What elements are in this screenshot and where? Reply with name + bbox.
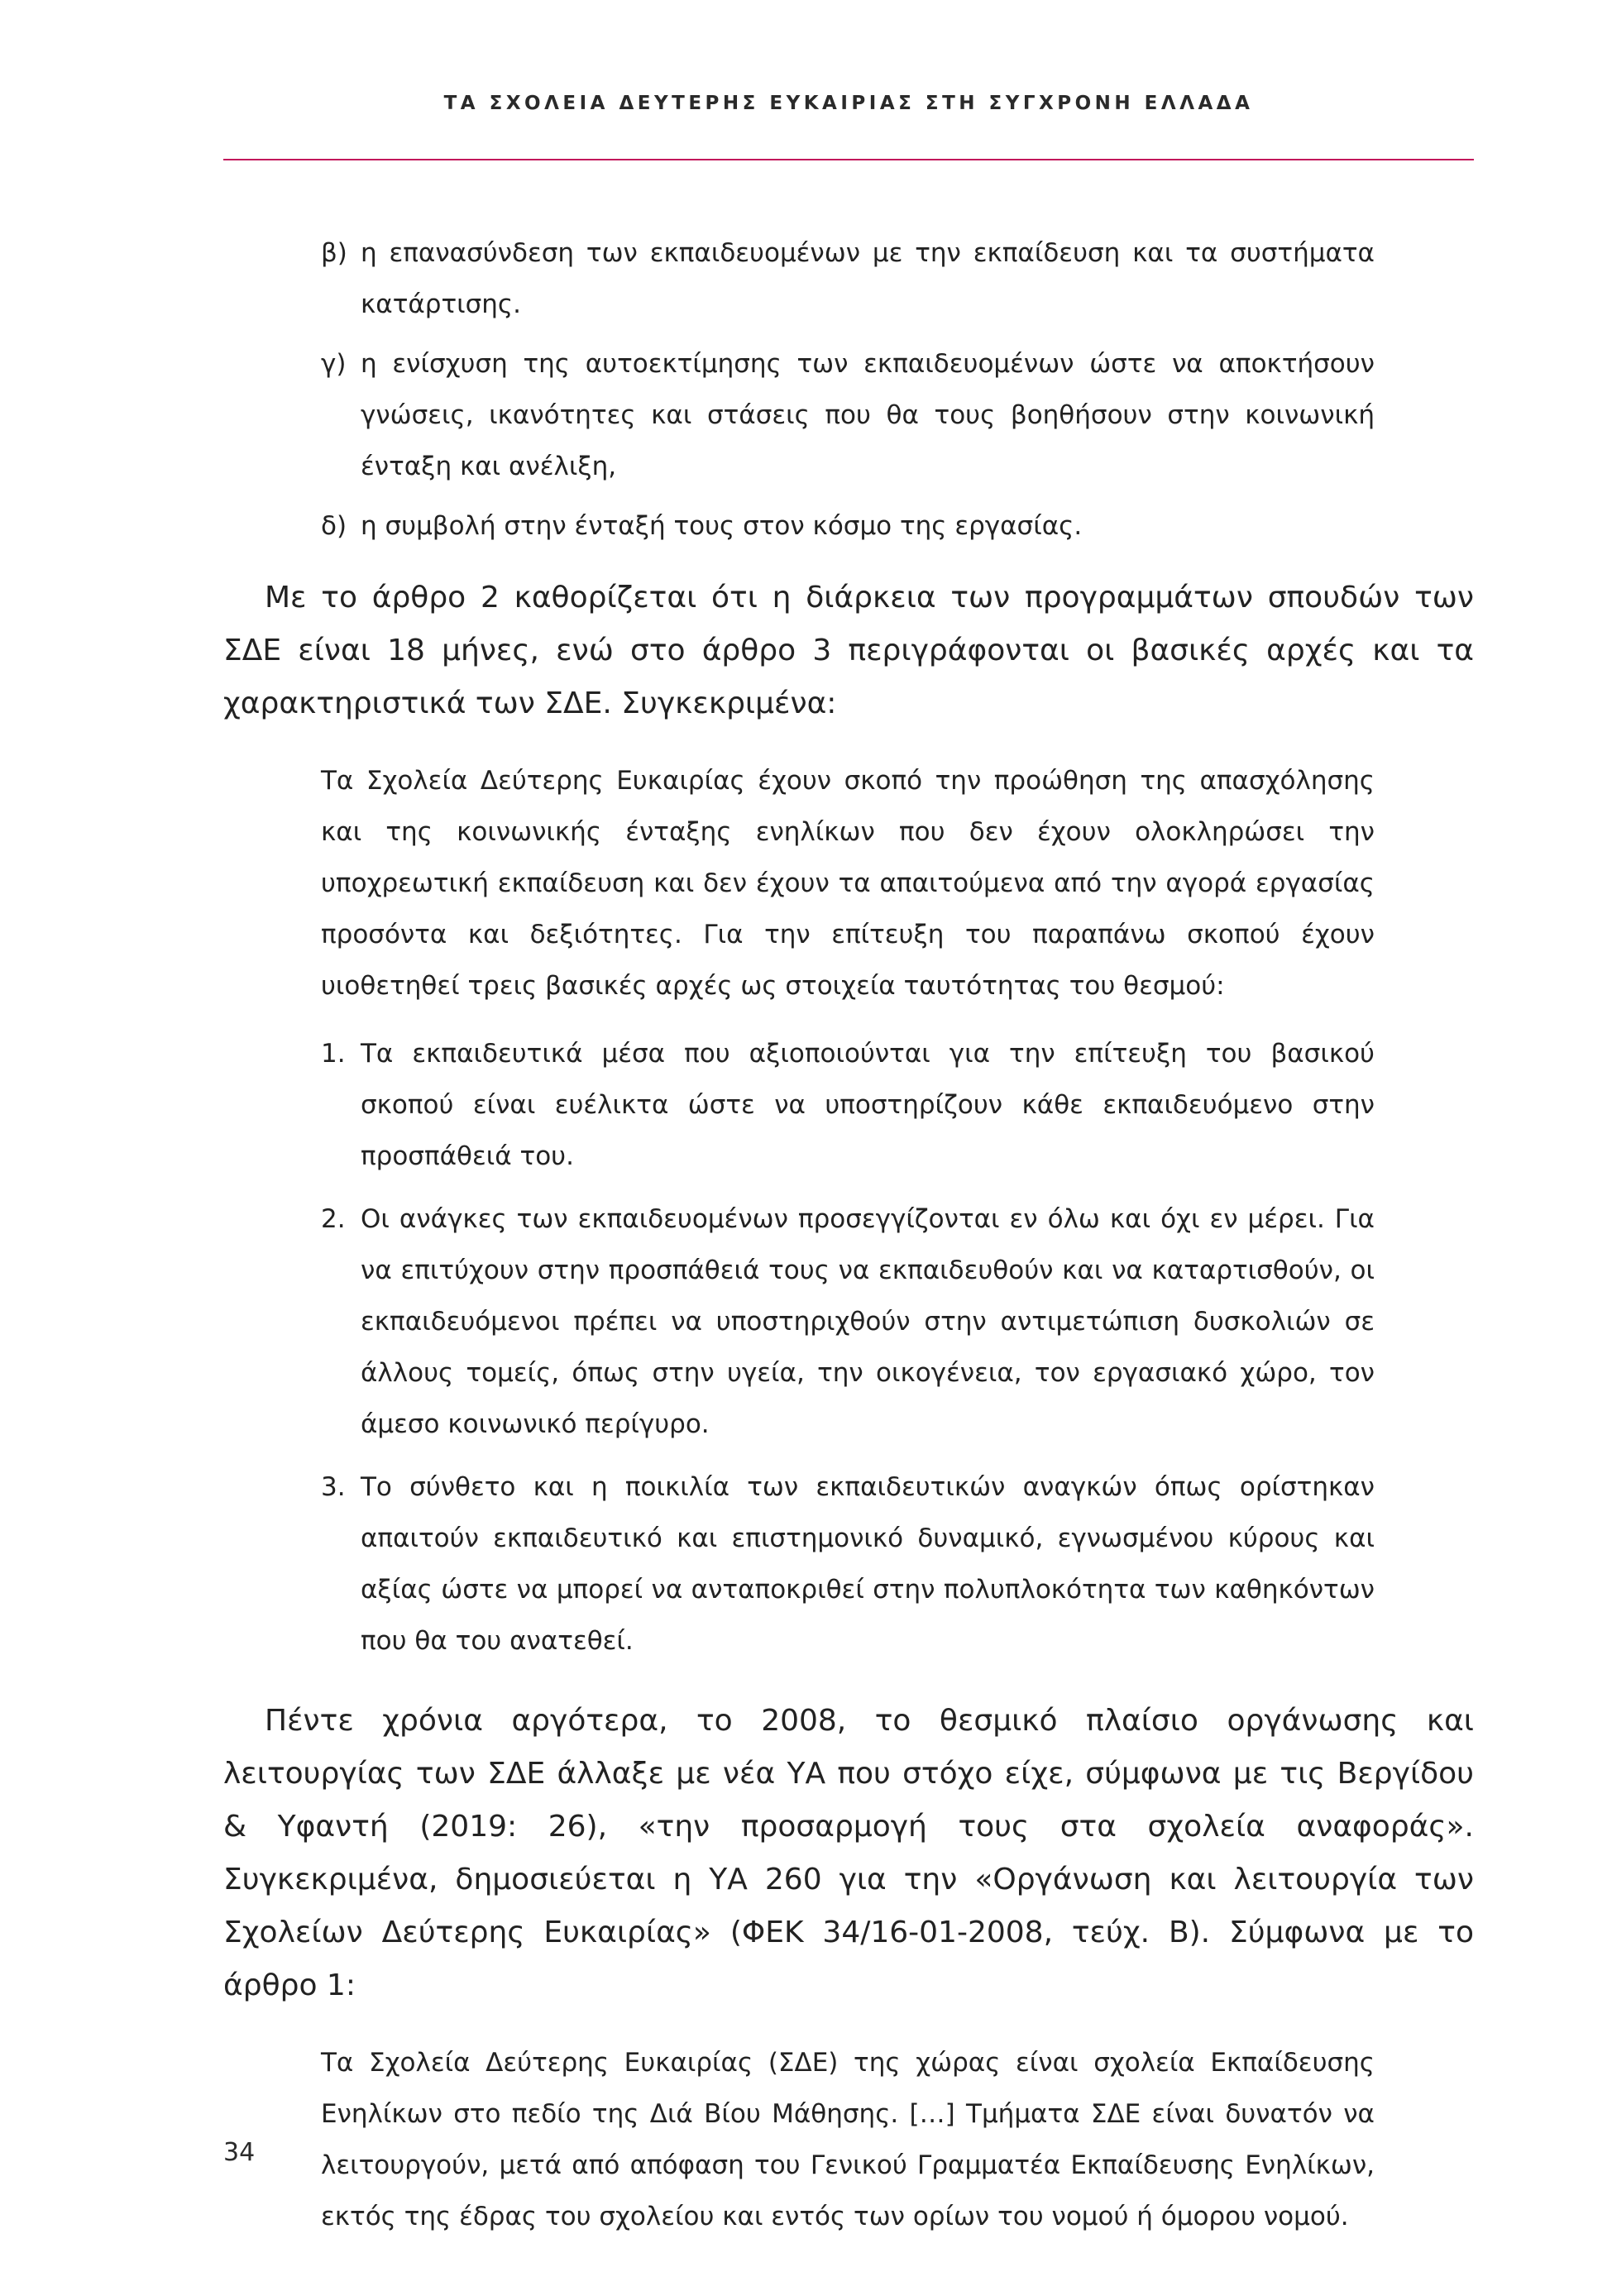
- list-item: [321, 500, 1375, 552]
- list-marker: 1.: [321, 1039, 346, 1069]
- running-header: ΤΑ ΣΧΟΛΕΙΑ ΔΕΥΤΕΡΗΣ ΕΥΚΑΙΡΙΑΣ ΣΤΗ ΣΥΓΧΡΟΝΗ ΕΛΛΑΔΑ: [443, 93, 1254, 114]
- list-item-text: η επανασύνδεση των εκπαιδευομένων με την εκπαίδευση και τα συστήματα κατάρτισης.: [361, 238, 1375, 319]
- list-item: [321, 1461, 1375, 1667]
- numbered-list: [321, 1028, 1375, 1667]
- list-marker: β): [321, 238, 347, 268]
- body-paragraph: Πέντε χρόνια αργότερα, το 2008, το θεσμικό πλαίσιο οργάνωσης και λειτουργίας των ΣΔΕ άλλαξε με νέα ΥΑ που στόχο είχε, σύμφωνα με τις Βεργίδου & Υφαντή (2019: 26), «την προσαρμογή τους στα σχολεία αναφοράς». Συγκεκριμένα, δημοσιεύεται η ΥΑ 260 για την «Οργάνωση και λειτουργία των Σχολείων Δεύτερης Ευκαιρίας» (ΦΕΚ 34/16-01-2008, τεύχ. Β). Σύμφωνα με το άρθρο 1:: [223, 1704, 1474, 2002]
- list-item-text: η συμβολή στην ένταξή τους στον κόσμο της εργασίας.: [361, 511, 1083, 541]
- list-item: [321, 1193, 1375, 1450]
- block-quote: Τα Σχολεία Δεύτερης Ευκαιρίας (ΣΔΕ) της χώρας είναι σχολεία Εκπαίδευσης Ενηλίκων στο πεδίο της Διά Βίου Μάθησης. […] Τμήματα ΣΔΕ είναι δυνατόν να λειτουργούν, μετά από απόφαση του Γενικού Γραμματέα Εκπαίδευσης Ενηλίκων, εκτός της έδρας του σχολείου και εντός των ορίων του νομού ή όμορου νομού.: [321, 2048, 1375, 2231]
- list-item-text: Οι ανάγκες των εκπαιδευομένων προσεγγίζονται εν όλω και όχι εν μέρει. Για να επιτύχουν στην προσπάθειά τους να εκπαιδευθούν και να καταρτισθούν, οι εκπαιδευόμενοι πρέπει να υποστηριχθούν στην αντιμετώπιση δυσκολιών σε άλλους τομείς, όπως στην υγεία, την οικογένεια, τον εργασιακό χώρο, τον άμεσο κοινωνικό περίγυρο.: [361, 1204, 1375, 1439]
- list-item: [321, 1028, 1375, 1182]
- list-item: [321, 338, 1375, 492]
- list-item-text: Το σύνθετο και η ποικιλία των εκπαιδευτικών αναγκών όπως ορίστηκαν απαιτούν εκπαιδευτικό και επιστημονικό δυναμικό, εγνωσμένου κύρους και αξίας ώστε να μπορεί να ανταποκριθεί στην πολυπλοκότητα των καθηκόντων που θα του ανατεθεί.: [361, 1472, 1375, 1656]
- alpha-list: [321, 227, 1375, 552]
- block-quote: Τα Σχολεία Δεύτερης Ευκαιρίας έχουν σκοπό την προώθηση της απασχόλησης και της κοινωνικής ένταξης ενηλίκων που δεν έχουν ολοκληρώσει την υποχρεωτική εκπαίδευση και δεν έχουν τα απαιτούμενα από την αγορά εργασίας προσόντα και δεξιότητες. Για την επίτευξη του παραπάνω σκοπού έχουν υιοθετηθεί τρεις βασικές αρχές ως στοιχεία ταυτότητας του θεσμού:: [321, 766, 1375, 1001]
- list-marker: 3.: [321, 1472, 346, 1502]
- list-marker: δ): [321, 511, 347, 541]
- header-rule: [223, 159, 1474, 160]
- list-marker: 2.: [321, 1204, 346, 1234]
- page-content: [223, 227, 1474, 2259]
- list-item-text: Τα εκπαιδευτικά μέσα που αξιοποιούνται για την επίτευξη του βασικού σκοπού είναι ευέλικτα ώστε να υποστηρίζουν κάθε εκπαιδευόμενο στην προσπάθειά του.: [361, 1039, 1375, 1171]
- body-paragraph: Με το άρθρο 2 καθορίζεται ότι η διάρκεια των προγραμμάτων σπουδών των ΣΔΕ είναι 18 μήνες, ενώ στο άρθρο 3 περιγράφονται οι βασικές αρχές και τα χαρακτηριστικά των ΣΔΕ. Συγκεκριμένα:: [223, 581, 1474, 720]
- list-item-text: η ενίσχυση της αυτοεκτίμησης των εκπαιδευομένων ώστε να αποκτήσουν γνώσεις, ικανότητες και στάσεις που θα τους βοηθήσουν στην κοινωνική ένταξη και ανέλιξη,: [361, 349, 1375, 481]
- list-item: [321, 227, 1375, 330]
- list-marker: γ): [321, 349, 347, 379]
- page-number: 34: [223, 2138, 256, 2167]
